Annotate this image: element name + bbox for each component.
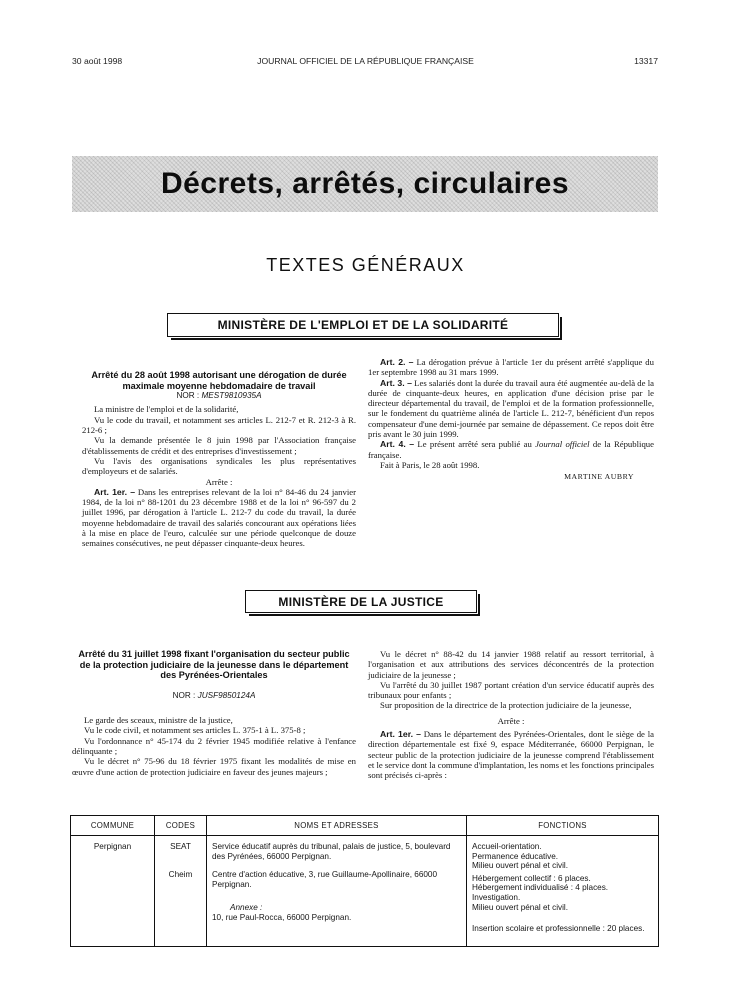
signature: MARTINE AUBRY <box>564 472 634 482</box>
article-label: Art. 1er. – <box>380 729 421 740</box>
table-header-commune: COMMUNE <box>71 816 155 836</box>
table-header-noms-adresses: NOMS ET ADRESSES <box>207 816 467 836</box>
arrete1-column-left <box>82 370 356 549</box>
header-page-number: 13317 <box>634 56 658 66</box>
table-header-row <box>71 816 659 836</box>
code-seat: SEAT <box>170 842 191 851</box>
arrete-title: Arrêté du 31 juillet 1998 fixant l'organisation du secteur public de la protection judiciaire de la jeunesse dans le département des Pyrénées-Orientales <box>78 649 350 681</box>
nor-code: JUSF9850124A <box>197 690 256 700</box>
table-header-fonctions: FONCTIONS <box>467 816 659 836</box>
service-name-seat: Service éducatif auprès du tribunal, palais de justice, 5, boulevard des Pyrénées, 66000 Perpignan. <box>212 842 451 861</box>
function-item: Milieu ouvert pénal et civil. <box>472 861 569 871</box>
services-table <box>70 815 659 947</box>
annexe-address: 10, rue Paul-Rocca, 66000 Perpignan. <box>212 912 352 922</box>
function-item: Permanence éducative. <box>472 851 559 861</box>
article-2: Art. 2. – La dérogation prévue à l'article 1er du présent arrêté s'applique du 1er septembre 1998 au 31 mars 1999. <box>368 357 654 378</box>
table-header-codes: CODES <box>155 816 207 836</box>
ministry-box-emploi <box>167 313 559 337</box>
annexe-label: Annexe : <box>230 903 263 913</box>
paragraph: Vu le code du travail, et notamment ses articles L. 212-7 et R. 212-3 à R. 212-6 ; <box>82 414 356 436</box>
function-item: Hébergement individualisé : 4 places. <box>472 883 609 893</box>
paragraph: La ministre de l'emploi et de la solidarité, <box>94 404 239 415</box>
function-item: Accueil-orientation. <box>472 842 542 851</box>
paragraph: Vu le décret n° 75-96 du 18 février 1975 fixant les modalités de mise en œuvre d'une action de protection judiciaire en faveur des jeunes majeurs ; <box>72 756 356 777</box>
arrete-word: Arrête : <box>497 715 525 726</box>
section-title: TEXTES GÉNÉRAUX <box>266 255 465 275</box>
journal-officiel-italic: Journal officiel <box>535 439 590 450</box>
paragraph: Vu l'ordonnance n° 45-174 du 2 février 1945 modifiée relative à l'enfance délinquante ; <box>72 735 356 756</box>
function-item: Hébergement collectif : 6 places. <box>472 873 591 883</box>
paragraph: Le garde des sceaux, ministre de la justice, <box>84 715 233 726</box>
arrete2-column-left <box>72 649 356 777</box>
paragraph: Vu le décret n° 88-42 du 14 janvier 1988 relatif au ressort territorial, à l'organisation et aux attributions des services déconcentrés de la protection judiciaire de la jeunesse ; <box>368 649 654 680</box>
ministry-name: MINISTÈRE DE LA JUSTICE <box>278 594 444 609</box>
function-item: Investigation. <box>472 892 521 902</box>
table-row <box>71 836 659 947</box>
section-banner <box>72 156 658 212</box>
paragraph: Vu le code civil, et notamment ses articles L. 375-1 à L. 375-8 ; <box>84 725 306 736</box>
function-item: Milieu ouvert pénal et civil. <box>472 902 569 912</box>
paragraph: Vu la demande présentée le 8 juin 1998 par l'Association française d'établissements de crédit et des entreprises d'investissement ; <box>82 435 356 456</box>
nor-reference: NOR : MEST9810935A <box>176 391 262 401</box>
article-label: Art. 4. – <box>380 439 415 450</box>
ministry-box-justice <box>245 590 477 613</box>
header-journal-title: JOURNAL OFFICIEL DE LA RÉPUBLIQUE FRANÇAISE <box>257 56 474 66</box>
paragraph: Sur proposition de la directrice de la protection judiciaire de la jeunesse, <box>380 700 632 711</box>
arrete2-column-right <box>368 649 654 781</box>
table-cell-commune: Perpignan <box>71 836 155 947</box>
arrete-title: Arrêté du 28 août 1998 autorisant une dérogation de durée maximale moyenne hebdomadaire de travail <box>91 370 347 391</box>
article-3: Art. 3. – Les salariés dont la durée du travail aura été augmentée au-delà de la durée de cinquante-deux heures, en application d'une décision prise par le directeur départemental du travail, de l'emploi et de la formation professionnelle, sur le fondement du quatrième alinéa de l'article L. 212-7, bénéficient d'un repos compensateur d'une demi-journée par semaine de dépassement. Ce repos doit être pris avant le 30 juin 1999. <box>368 377 654 440</box>
article-label: Art. 3. – <box>380 377 412 388</box>
article-1: Art. 1er. – Dans le département des Pyrénées-Orientales, dont le siège de la direction départementale est fixé 9, espace Méditerranée, 66000 Perpignan, le secteur public de la protection judiciaire de la jeunesse comprend l'établissement et le service dont la commune d'implantation, les noms et les fonctions principales sont précisés ci-après : <box>368 729 655 781</box>
annexe-function: Insertion scolaire et professionnelle : 20 places. <box>472 924 645 934</box>
header-date: 30 août 1998 <box>72 56 123 66</box>
arrete1-column-right <box>368 357 654 483</box>
code-cheim: Cheim <box>168 869 193 879</box>
article-label: Art. 2. – <box>380 357 414 367</box>
paragraph: Vu l'avis des organisations syndicales les plus représentatives d'employeurs et de salariés. <box>82 455 356 477</box>
table-cell-fonctions <box>467 836 659 947</box>
article-label: Art. 1er. – <box>94 486 136 497</box>
nor-reference: NOR : JUSF9850124A <box>172 690 256 700</box>
article-1: Art. 1er. – Dans les entreprises relevant de la loi n° 84-46 du 24 janvier 1984, de la loi n° 88-1201 du 23 décembre 1988 et de la loi n° 96-597 du 2 juillet 1996, par dérogation à l'article L. 212-7 du code du travail, la durée moyenne hebdomadaire de travail des salariés concourant aux opérations liées à la mise en place de l'euro, calculée sur une période quelconque de douze semaines consécutives, ne peut dépasser cinquante-deux heures. <box>82 486 356 549</box>
service-name-cheim: Centre d'action éducative, 3, rue Guillaume-Apollinaire, 66000 Perpignan. <box>212 870 438 889</box>
article-4: Art. 4. – Le présent arrêté sera publié au Journal officiel de la République française. <box>368 439 654 460</box>
table-cell-noms-adresses <box>207 836 467 947</box>
table-cell-codes <box>155 836 207 947</box>
nor-code: MEST9810935A <box>201 391 262 401</box>
banner-title: Décrets, arrêtés, circulaires <box>160 167 570 200</box>
paragraph: Vu l'arrêté du 30 juillet 1987 portant création d'un service éducatif auprès des tribunaux pour enfants ; <box>368 679 654 701</box>
ministry-name: MINISTÈRE DE L'EMPLOI ET DE LA SOLIDARITÉ <box>217 318 509 332</box>
fait-a-paris: Fait à Paris, le 28 août 1998. <box>380 459 480 470</box>
arrete-word: Arrête : <box>205 476 233 487</box>
